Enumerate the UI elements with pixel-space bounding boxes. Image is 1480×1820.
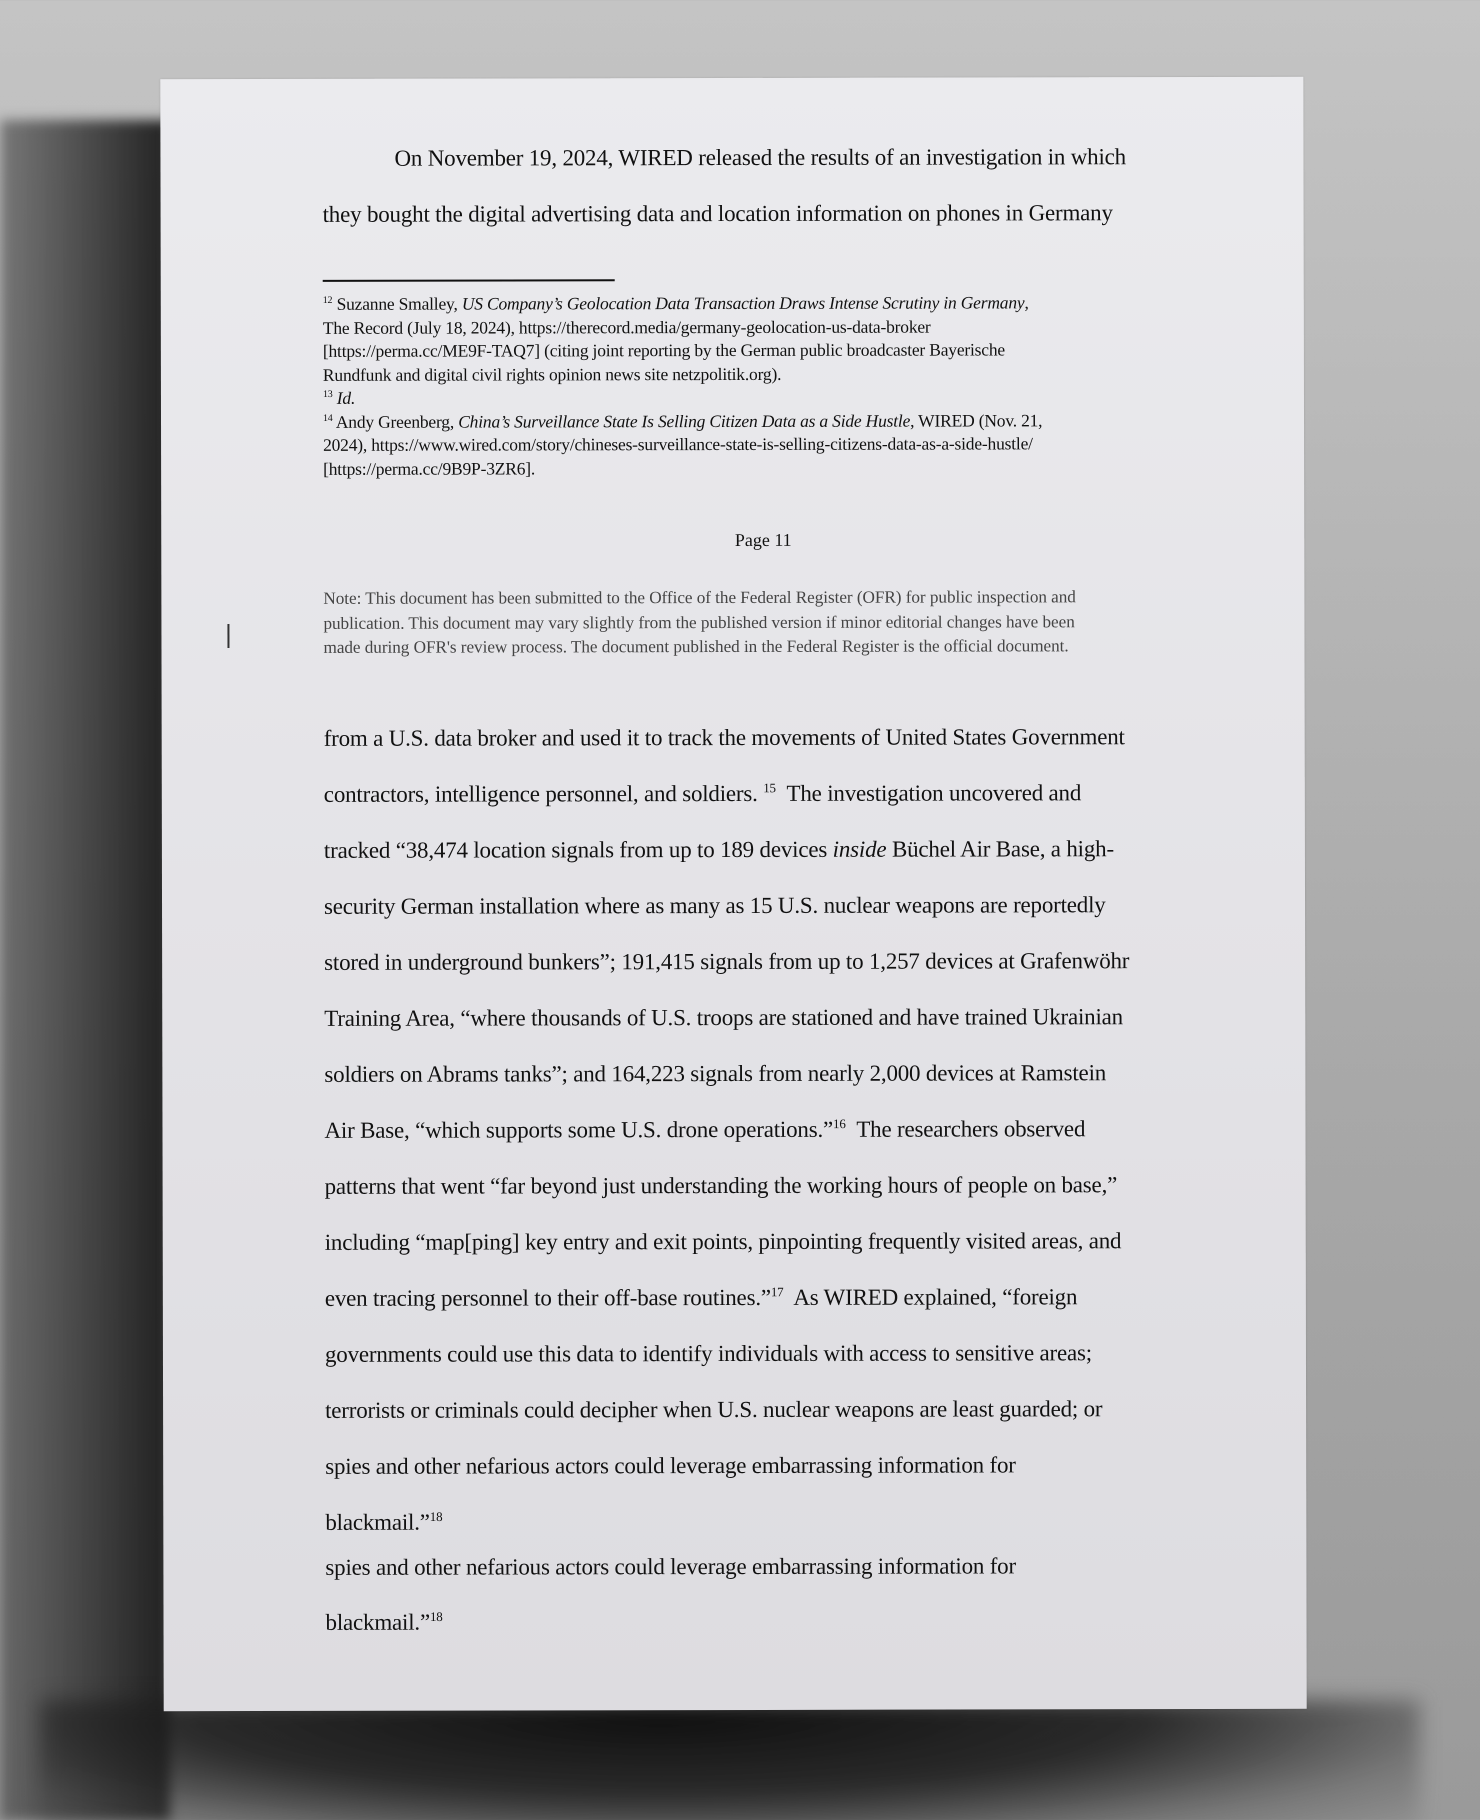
body-line-4: security German installation where as many as 15 U.S. nuclear weapons are reportedly — [323, 892, 1106, 919]
ofr-note-line-1: Note: This document has been submitted to the Office of the Federal Register (OFR) for public inspection and — [323, 587, 1076, 608]
body-line-13: terrorists or criminals could decipher when U.S. nuclear weapons are least guarded; or — [325, 1396, 1103, 1423]
ofr-note-line-3: made during OFR's review process. The document published in the Federal Register is the official document. — [323, 636, 1069, 657]
body-line-1: from a U.S. data broker and used it to track the movements of United States Government — [323, 724, 1125, 751]
footnote-14: $^{14}$ Andy Greenberg, China’s Surveillance State Is Selling Citizen Data as a Side Hustle, WIRED (Nov. 21, — [322, 409, 1043, 432]
footnote-ref-18-duplicate: 18 — [429, 1608, 443, 1624]
page-number: Page 11 — [734, 529, 792, 550]
body-line-3: tracked “38,474 location signals from up to 189 devices inside Büchel Air Base, a high- — [323, 836, 1114, 863]
footnote-ref-16: 16 — [832, 1116, 846, 1132]
footnote-12-line-2: The Record (July 18, 2024), https://therecord.media/germany-geolocation-us-data-broker — [322, 316, 931, 338]
body-line-6: Training Area, “where thousands of U.S. troops are stationed and have trained Ukrainian — [324, 1004, 1123, 1031]
body-line-17-duplicate: blackmail.”$^{18}$ — [325, 1608, 443, 1635]
body-line-16-duplicate: spies and other nefarious actors could leverage embarrassing information for — [325, 1553, 1016, 1580]
body-line-14: spies and other nefarious actors could leverage embarrassing information for — [325, 1452, 1016, 1479]
footnotes — [323, 291, 1203, 481]
footnote-marker: 14 — [322, 412, 333, 424]
footnote-marker: 13 — [322, 389, 333, 401]
footnote-id: Id. — [336, 387, 356, 408]
footnote-14-line-3: [https://perma.cc/9B9P-3ZR6]. — [323, 457, 536, 479]
page-shadow-left — [0, 120, 170, 1820]
footnote-12-line-3: [https://perma.cc/ME9F-TAQ7] (citing joint reporting by the German public broadcaster Bayerische — [322, 339, 1005, 361]
footnote-title: China’s Surveillance State Is Selling Citizen Data as a Side Hustle — [458, 410, 911, 432]
body-line-12: governments could use this data to identify individuals with access to sensitive areas; — [324, 1340, 1092, 1367]
ofr-note — [323, 585, 1223, 660]
body-line-15: blackmail.”$^{18}$ — [325, 1508, 443, 1535]
body-line-9: patterns that went “far beyond just understanding the working hours of people on base,” — [324, 1172, 1118, 1199]
emphasis-inside: inside — [832, 836, 887, 862]
ofr-note-line-2: publication. This document may vary slightly from the published version if minor editorial changes have been — [323, 611, 1075, 633]
top-paragraph-line-1: On November 19, 2024, WIRED released the results of an investigation in which — [394, 144, 1126, 171]
footnote-author: Suzanne Smalley, — [336, 293, 458, 314]
footnote-ref-15: 15 — [763, 780, 776, 796]
body-line-2: contractors, intelligence personnel, and soldiers. $^{15}$ The investigation uncovered and — [323, 780, 1082, 807]
footnote-12: $^{12}$ Suzanne Smalley, US Company’s Geolocation Data Transaction Draws Intense Scrutiny in Germany, — [322, 292, 1029, 314]
body-line-11: even tracing personnel to their off-base routines.”$^{17}$ As WIRED explained, “foreign — [324, 1284, 1078, 1311]
footnote-ref-17: 17 — [770, 1284, 784, 1300]
footnote-12-line-4: Rundfunk and digital civil rights opinion news site netzpolitik.org). — [322, 363, 782, 385]
footnote-marker: 12 — [322, 295, 333, 307]
footnote-ref-18: 18 — [429, 1508, 443, 1524]
footnote-title: US Company’s Geolocation Data Transaction Draws Intense Scrutiny in Germany — [461, 292, 1025, 314]
document-page — [160, 77, 1306, 1711]
body-line-7: soldiers on Abrams tanks”; and 164,223 signals from nearly 2,000 devices at Ramstein — [324, 1060, 1107, 1087]
page-content — [322, 77, 1222, 1635]
text-cursor-mark — [227, 624, 229, 648]
footnote-separator — [323, 279, 615, 281]
footnote-13 — [323, 385, 1203, 410]
body-line-10: including “map[ping] key entry and exit points, pinpointing frequently visited areas, and — [324, 1228, 1122, 1255]
top-paragraph-line-2: they bought the digital advertising data and location information on phones in Germany — [322, 200, 1113, 227]
footnote-author: Andy Greenberg, — [335, 411, 455, 432]
body-line-5: stored in underground bunkers”; 191,415 signals from up to 1,257 devices at Grafenwöhr — [324, 948, 1130, 975]
body-line-8: Air Base, “which supports some U.S. drone operations.”$^{16}$ The researchers observed — [324, 1116, 1086, 1143]
page-shadow-bottom — [40, 1700, 1420, 1820]
footnote-14-line-2: 2024), https://www.wired.com/story/chineses-surveillance-state-is-selling-citizens-data-as-a-side-hustle/ — [323, 433, 1033, 455]
